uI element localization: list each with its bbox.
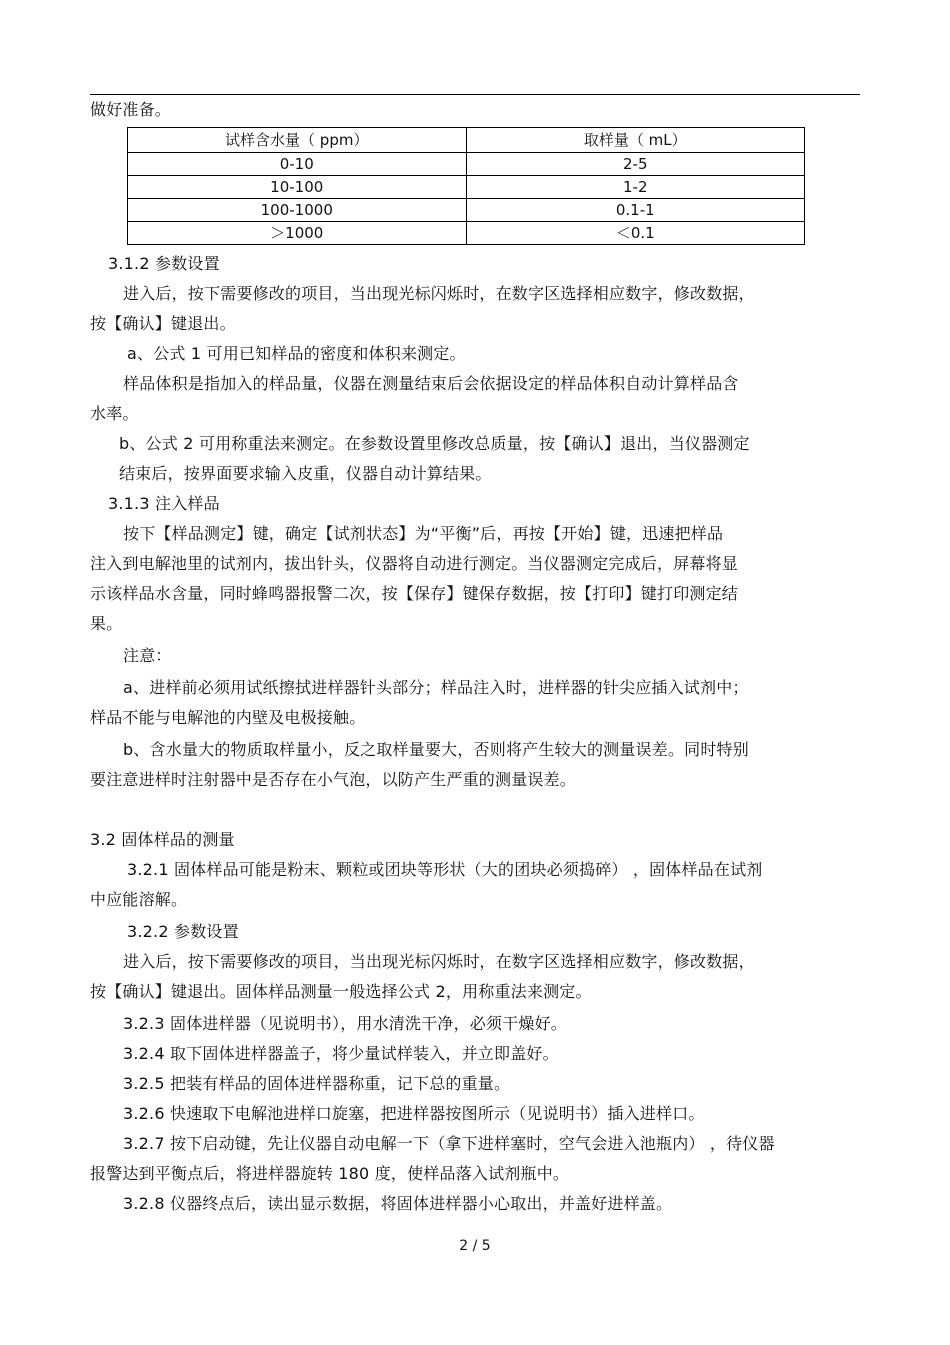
paragraph-line: 示该样品水含量，同时蜂鸣器报警二次，按【保存】键保存数据，按【打印】键打印测定结 [90,584,739,603]
sample-volume-table [127,127,805,245]
section-heading-3-2: 3.2 固体样品的测量 [90,830,235,849]
table-row [128,153,805,176]
paragraph-line: 水率。 [90,404,139,423]
step-3-2-8: 3.2.8 仪器终点后，读出显示数据，将固体进样器小心取出，并盖好进样盖。 [123,1194,673,1213]
paragraph-line: b、含水量大的物质取样量小，反之取样量要大，否则将产生较大的测量误差。同时特别 [123,740,749,759]
header-rule [90,94,860,95]
intro-line: 做好准备。 [90,100,172,119]
table-row [128,176,805,199]
step-3-2-6: 3.2.6 快速取下电解池进样口旋塞，把进样器按图所示（见说明书）插入进样口。 [123,1104,705,1123]
paragraph-line: 按【确认】键退出。 [90,314,236,333]
paragraph-line: a、公式 1 可用已知样品的密度和体积来测定。 [127,344,466,363]
paragraph-line: 中应能溶解。 [90,890,188,909]
paragraph-line: 样品体积是指加入的样品量，仪器在测量结束后会依据设定的样品体积自动计算样品含 [123,374,739,393]
step-3-2-7: 3.2.7 按下启动键，先让仪器自动电解一下（拿下进样塞时，空气会进入池瓶内） ，待仪器 [123,1134,775,1153]
paragraph-line: 报警达到平衡点后，将进样器旋转 180 度，使样品落入试剂瓶中。 [90,1164,570,1183]
table-header-row [128,128,805,153]
paragraph-line: a、进样前必须用试纸擦拭进样器针头部分；样品注入时，进样器的针尖应插入试剂中； [123,678,749,697]
paragraph-line: 按下【样品测定】键，确定【试剂状态】为“平衡”后，再按【开始】键，迅速把样品 [123,524,724,543]
step-3-2-3: 3.2.3 固体进样器（见说明书），用水清洗干净，必须干燥好。 [123,1014,567,1033]
step-3-2-5: 3.2.5 把装有样品的固体进样器称重，记下总的重量。 [123,1074,511,1093]
paragraph-line: 进入后，按下需要修改的项目，当出现光标闪烁时，在数字区选择相应数字，修改数据， [123,952,755,971]
paragraph-line: 结束后，按界面要求输入皮重，仪器自动计算结果。 [119,464,492,483]
paragraph-line: 进入后，按下需要修改的项目，当出现光标闪烁时，在数字区选择相应数字，修改数据， [123,284,755,303]
table-cell: 0.1-1 [466,199,805,222]
table-cell: ＜0.1 [466,222,805,245]
table-row [128,222,805,245]
table-header-sample-volume: 取样量（ mL） [466,128,805,153]
paragraph-line: 注入到电解池里的试剂内，拔出针头，仪器将自动进行测定。当仪器测定完成后，屏幕将显 [90,554,739,573]
table-cell: 2-5 [466,153,805,176]
step-3-2-4: 3.2.4 取下固体进样器盖子，将少量试样装入，并立即盖好。 [123,1044,559,1063]
note-heading: 注意： [123,646,172,665]
paragraph-line: 果。 [90,614,123,633]
table-cell: 1-2 [466,176,805,199]
section-heading-3-2-2: 3.2.2 参数设置 [127,922,239,941]
table-cell: 100-1000 [128,199,467,222]
table-header-water-content: 试样含水量（ ppm） [128,128,467,153]
paragraph-line: b、公式 2 可用称重法来测定。在参数设置里修改总质量，按【确认】退出，当仪器测定 [119,434,750,453]
paragraph-line: 样品不能与电解池的内壁及电极接触。 [90,708,366,727]
table-row [128,199,805,222]
section-heading-3-1-2: 3.1.2 参数设置 [108,254,220,273]
paragraph-line: 要注意进样时注射器中是否存在小气泡，以防产生严重的测量误差。 [90,770,577,789]
table-cell: 0-10 [128,153,467,176]
page-number: 2 / 5 [459,1238,491,1254]
table-cell: ＞1000 [128,222,467,245]
section-heading-3-1-3: 3.1.3 注入样品 [108,494,220,513]
paragraph-line: 3.2.1 固体样品可能是粉末、颗粒或团块等形状（大的团块必须捣碎） ，固体样品在试剂 [127,860,763,879]
table-cell: 10-100 [128,176,467,199]
paragraph-line: 按【确认】键退出。固体样品测量一般选择公式 2，用称重法来测定。 [90,982,592,1001]
